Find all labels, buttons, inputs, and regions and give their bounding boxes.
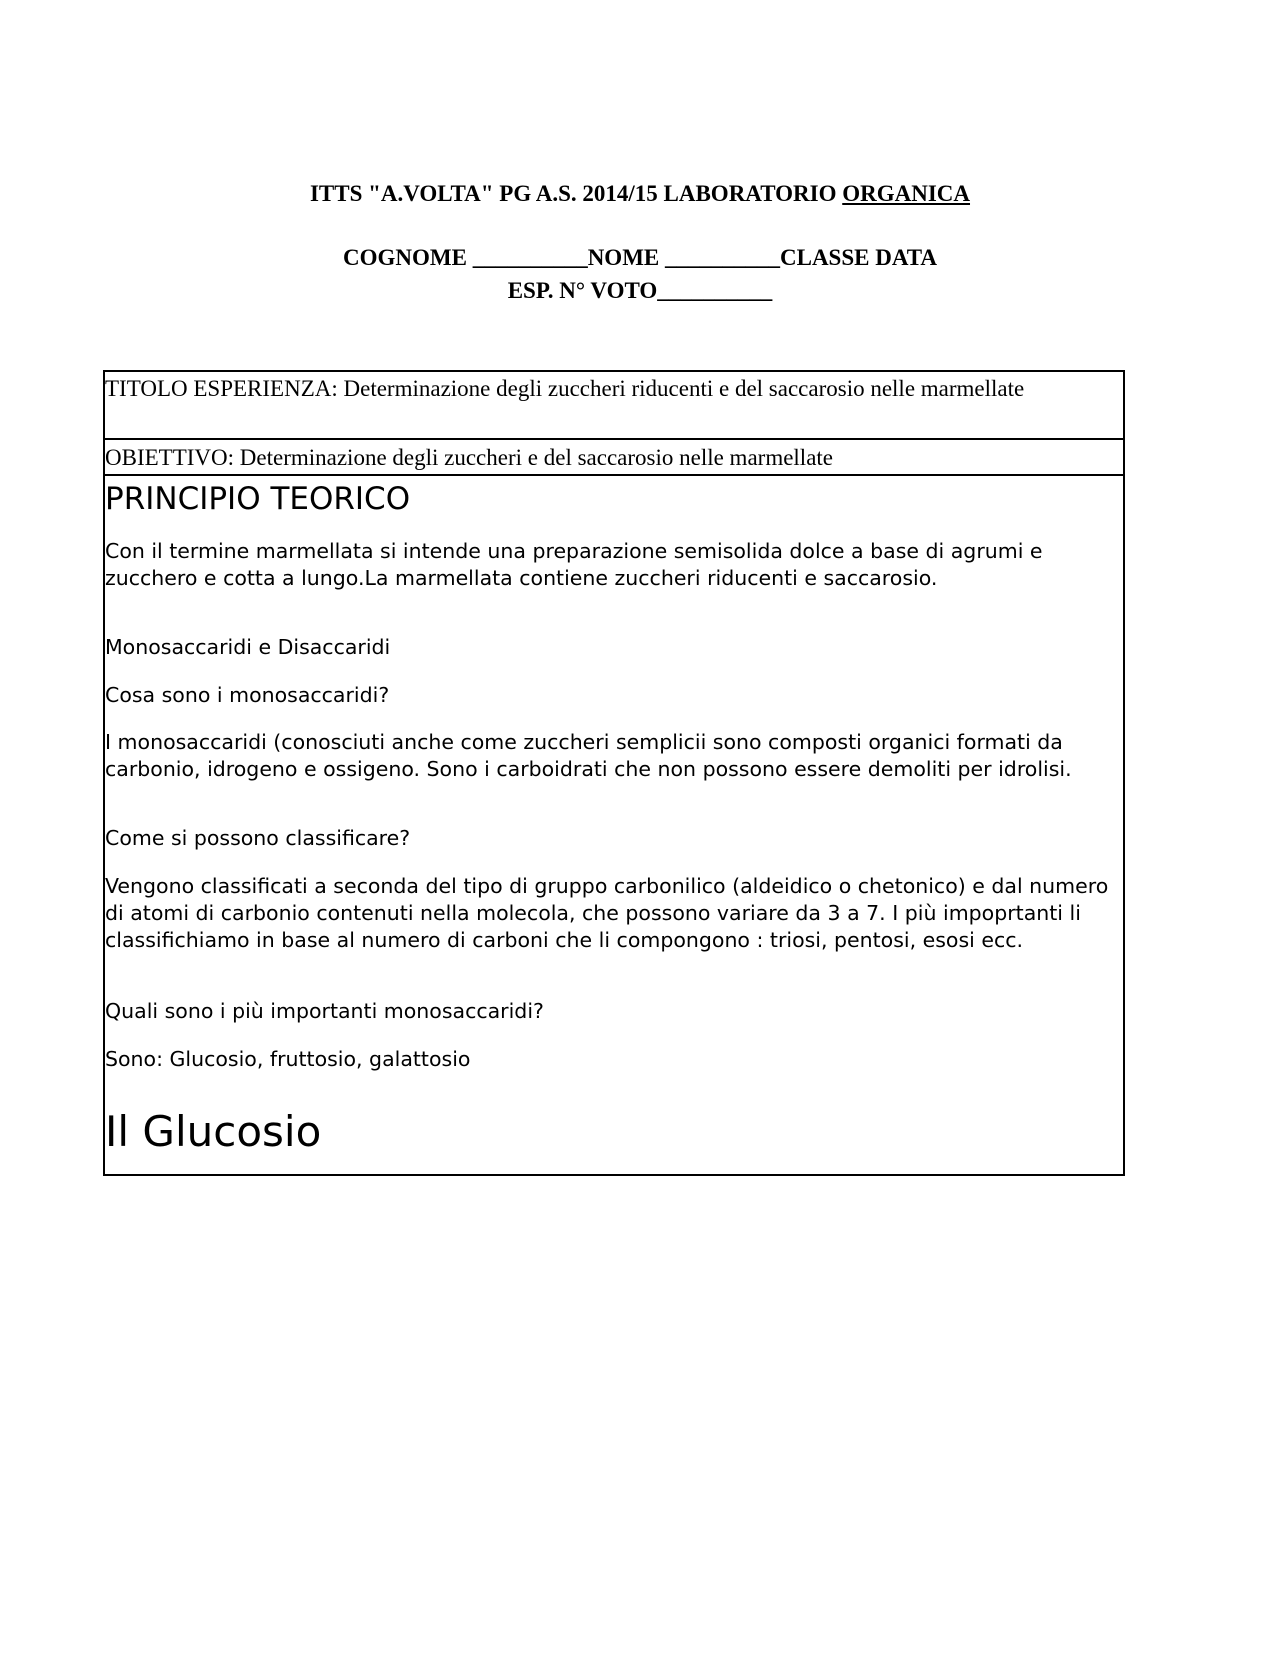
paragraph: I monosaccaridi (conosciuti anche come zuccheri semplicii sono composti organici formati da carbonio, idrogeno e ossigeno. Sono i carboidrati che non possono essere demoliti per idrolisi. bbox=[105, 730, 1072, 781]
theory-cell bbox=[103, 474, 1125, 1176]
paragraph: Monosaccaridi e Disaccaridi bbox=[105, 635, 391, 659]
glucosio-heading: Il Glucosio bbox=[105, 1107, 322, 1156]
paragraph: Vengono classificati a seconda del tipo di gruppo carbonilico (aldeidico o chetonico) e dal numero di atomi di carbonio contenuti nella molecola, che possono variare da 3 a 7. I più impoprtanti li classifichiamo in base al numero di carboni che li compongono : triosi, pentosi, esosi ecc. bbox=[105, 874, 1109, 952]
paragraph: Come si possono classificare? bbox=[105, 826, 411, 850]
paragraph: Sono: Glucosio, fruttosio, galattosio bbox=[105, 1047, 471, 1071]
title-underlined-text: ORGANICA bbox=[842, 181, 971, 206]
experiment-grade-line: ESP. N° VOTO__________ bbox=[507, 278, 773, 303]
paragraph: Quali sono i più importanti monosaccaridi? bbox=[105, 999, 544, 1023]
paragraph: Con il termine marmellata si intende una preparazione semisolida dolce a base di agrumi e zucchero e cotta a lungo.La marmellata contiene zuccheri riducenti e saccarosio. bbox=[105, 539, 1043, 590]
experiment-title-cell: TITOLO ESPERIENZA: Determinazione degli zuccheri riducenti e del saccarosio nelle marmellate bbox=[103, 370, 1125, 440]
objective-cell: OBIETTIVO: Determinazione degli zuccheri e del saccarosio nelle marmellate bbox=[103, 438, 1125, 476]
title-main-text: ITTS "A.VOLTA" PG A.S. 2014/15 LABORATORIO bbox=[309, 181, 843, 206]
paragraph: Cosa sono i monosaccaridi? bbox=[105, 683, 390, 707]
principio-heading: PRINCIPIO TEORICO bbox=[105, 481, 411, 517]
student-info-line: COGNOME __________NOME __________CLASSE DATA bbox=[343, 245, 937, 270]
document-title bbox=[0, 178, 1280, 210]
